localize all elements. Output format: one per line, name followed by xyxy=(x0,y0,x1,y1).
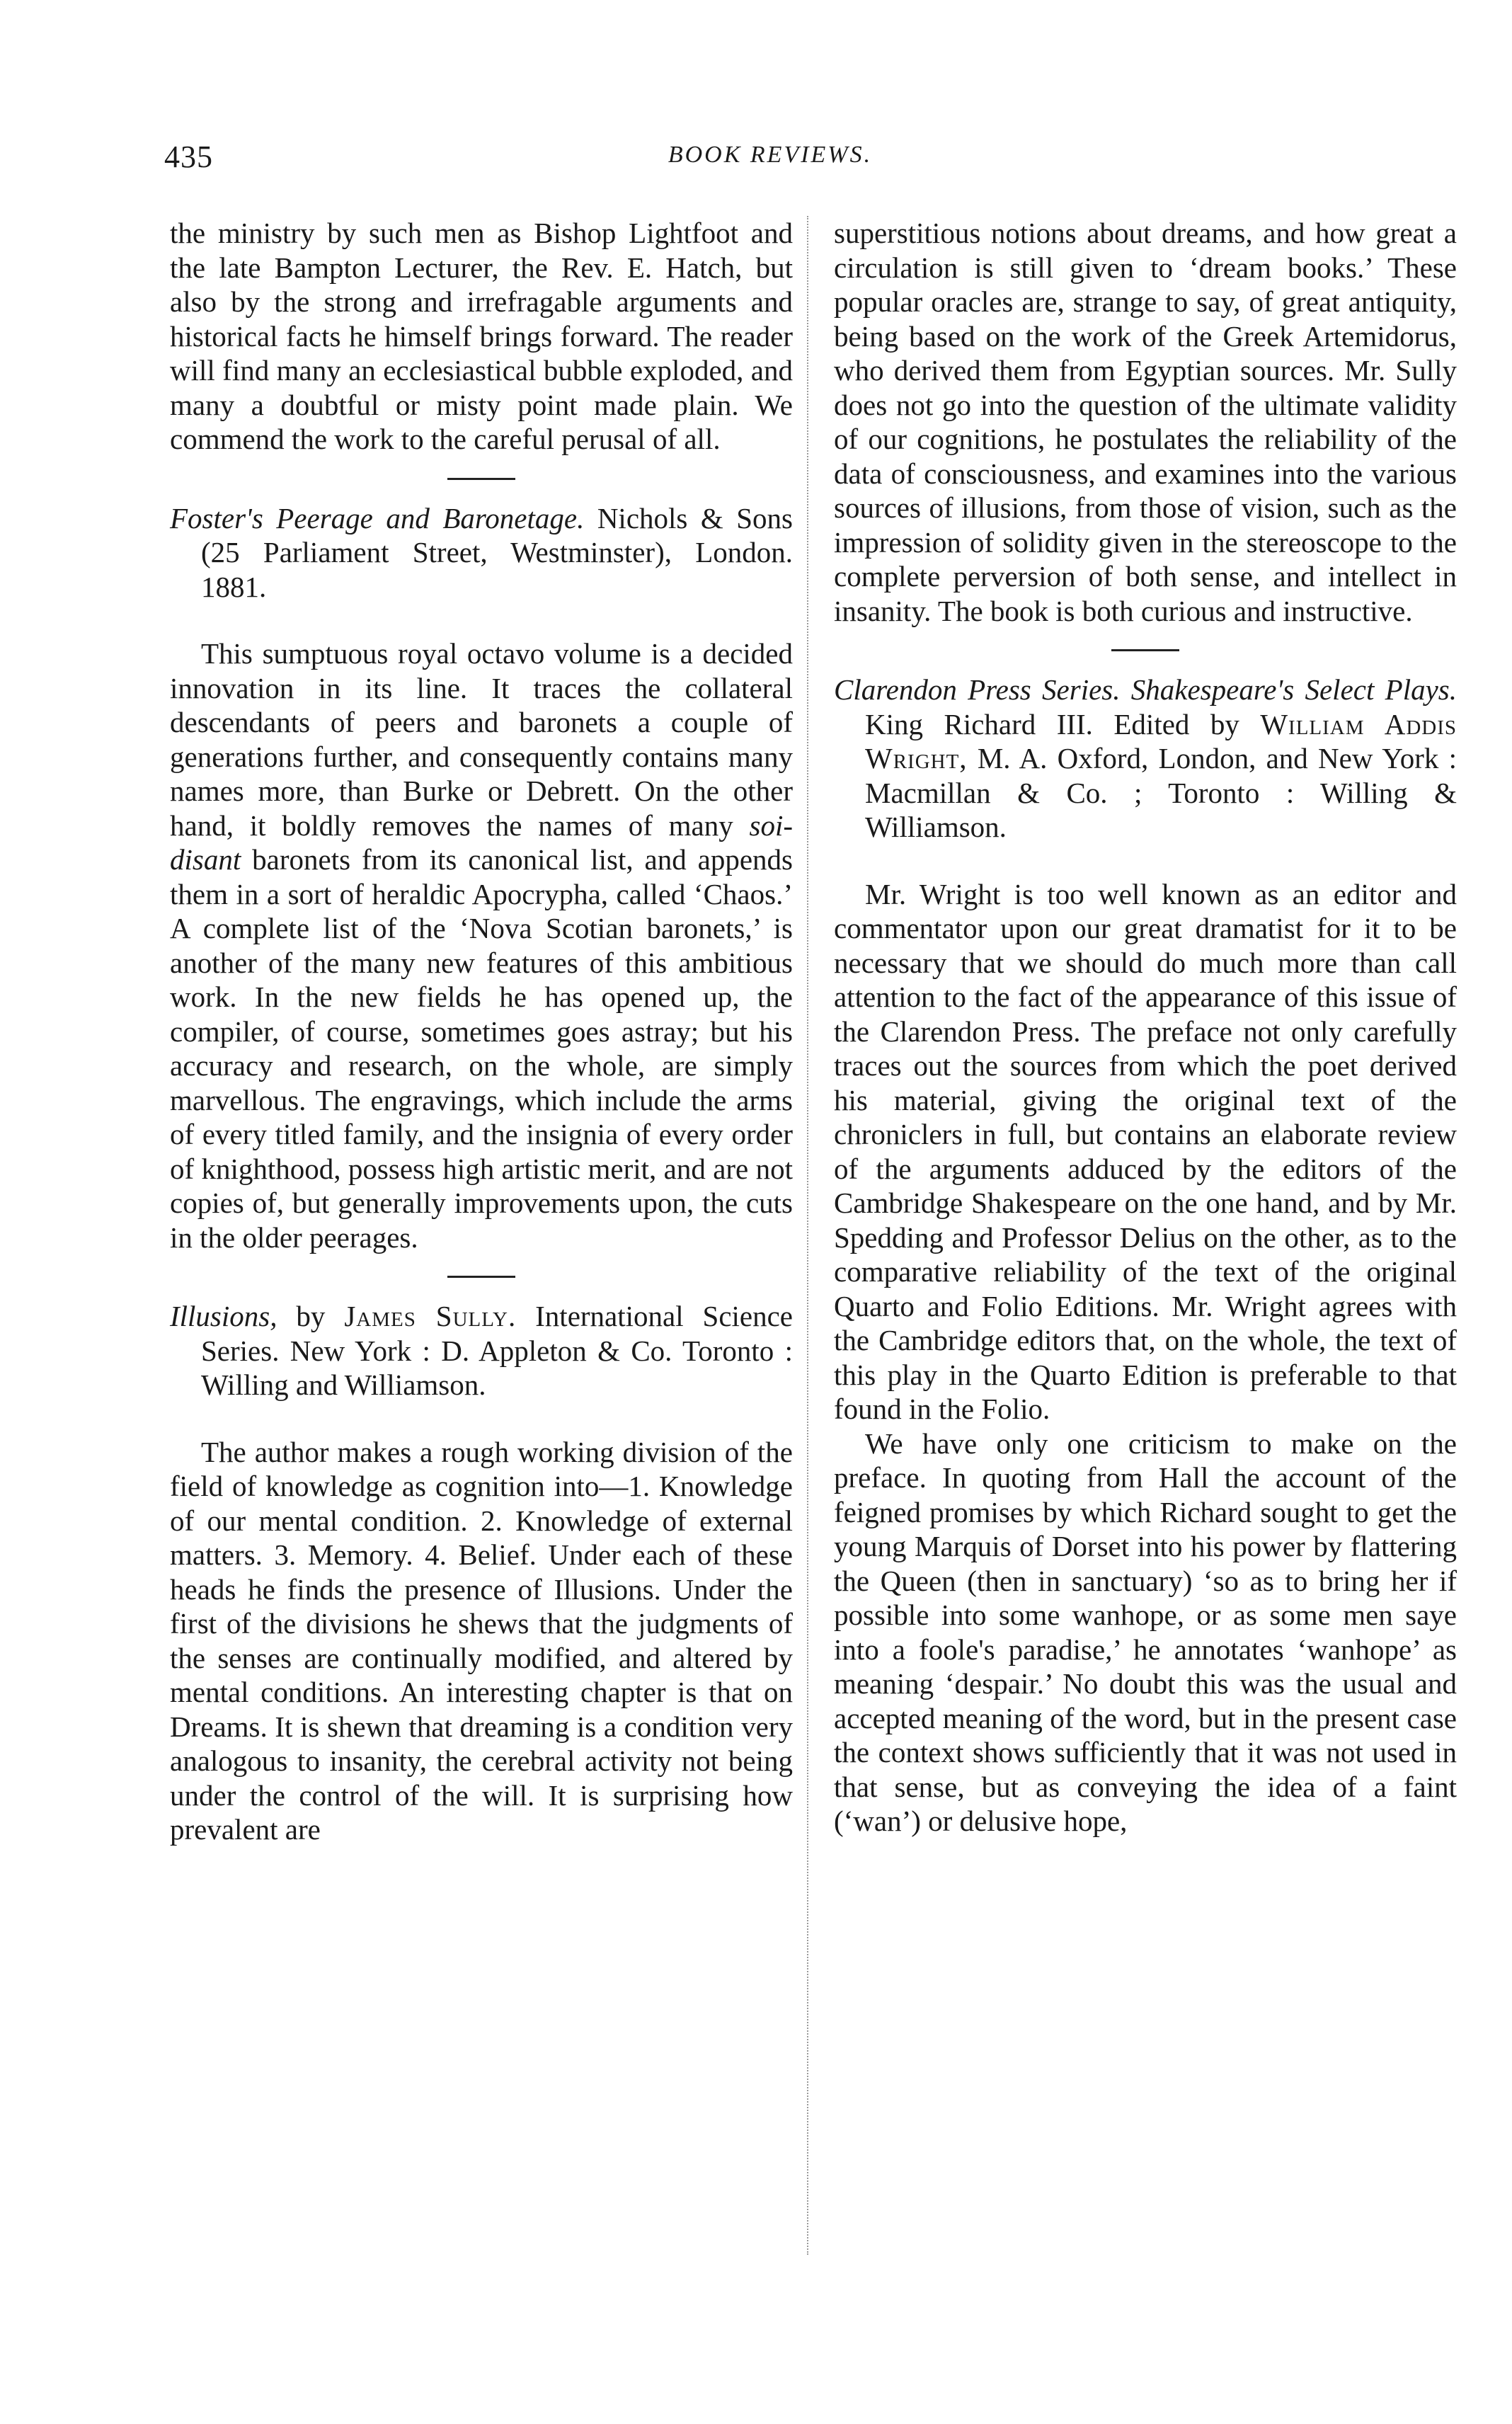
review-body-illusions: The author makes a rough working division of the field of knowledge as cognition into—1. Knowledge of our mental condition. 2. Knowledge of external matters. 3. Memory. 4. Belief. Under each of these heads he finds the presence of Illusions. Under the first of the divisions he shews that the judgments of the senses are continually modified, and altered by mental conditions. An interesting chapter is that on Dreams. It is shewn that dreaming is a condition very analogous to insanity, the cerebral activity not being under the control of the will. It is surprising how prevalent are xyxy=(170,1435,793,1846)
left-column xyxy=(170,216,793,1847)
section-rule xyxy=(447,478,515,480)
review-body-peerage-italic: soi-disant xyxy=(170,808,793,876)
column-divider xyxy=(807,216,808,2255)
review-heading-illusions xyxy=(170,1299,793,1402)
intro-paragraph: the ministry by such men as Bishop Lightfoot and the late Bampton Lecturer, the Rev. E. Hatch, but also by the strong and irrefragable arguments and historical facts he himself brings forward. The reader will find many an ecclesiastical bubble exploded, and many a doubtful or misty point made plain. We commend the work to the careful perusal of all. xyxy=(170,217,793,455)
review-author-illusions: James Sully. xyxy=(344,1300,517,1332)
illusions-continuation: superstitious notions about dreams, and how great a circulation is still given to ‘dream books.’ These popular oracles are, strange to say, of great antiquity, being based on the work of the Greek Artemidorus, who derived them from Egyptian sources. Mr. Sully does not go into the question of the ultimate validity of our cognitions, he postulates the reliability of the data of consciousness, and examines into the various sources of illusions, from those of vision, such as the impression of solidity given in the stereoscope to the complete perversion of both sense, and intellect in insanity. The book is both curious and instructive. xyxy=(834,217,1457,627)
section-rule xyxy=(447,1276,515,1278)
page-number: 435 xyxy=(164,139,213,174)
review-citation-richard-iii-1: King Richard III. Edited by xyxy=(865,707,1261,741)
review-citation-illusions: International Science Series. New York : D. Appleton & Co. Toronto : Willing and Williamson. xyxy=(201,1300,794,1401)
right-column xyxy=(834,216,1457,1839)
review-heading-peerage xyxy=(170,501,793,605)
review-body-peerage-text-2: baronets from its canonical list, and appends them in a sort of heraldic Apocrypha, called ‘Chaos.’ A complete list of the ‘Nova Scotian baronets,’ is another of the many new features of this ambitious work. In the new fields he has opened up, the compiler, of course, sometimes goes astray; but his accuracy and research, on the whole, are simply marvellous. The engravings, which include the arms of every titled family, and the insignia of every order of knighthood, possess high artistic merit, and are not copies of, but generally improvements upon, the cuts in the older peerages. xyxy=(170,843,793,1254)
section-rule xyxy=(1111,649,1179,651)
review-title-richard-iii: Clarendon Press Series. Shakespeare's Select Plays. xyxy=(834,673,1457,706)
review-body-richard-iii-1: Mr. Wright is too well known as an editor and commentator upon our great dramatist for it to be necessary that we should do much more than call attention to the fact of the appearance of this issue of the Clarendon Press. The preface not only carefully traces out the sources from which the poet derived his material, giving the original text of the chroniclers in full, but contains an elaborate review of the arguments adduced by the editors of the Cambridge Shakespeare on the one hand, and by Mr. Spedding and Professor Delius on the other, as to the comparative reliability of the text of the original Quarto and Folio Editions. Mr. Wright agrees with the Cambridge editors that, on the whole, the text of this play in the Quarto Edition is preferable to that found in the Folio. xyxy=(834,877,1457,1425)
review-body-richard-iii-2: We have only one criticism to make on the preface. In quoting from Hall the account of the feigned promises by which Richard sought to get the young Marquis of Dorset into his power by flattering the Queen (then in sanctuary) ‘so as to bring her if possible into some wanhope, or as some men saye into a foole's paradise,’ he annotates ‘wanhope’ as meaning ‘despair.’ No doubt this was the usual and accepted meaning of the word, but in the present case the context shows sufficiently that it was not used in that sense, but as conveying the idea of a faint (‘wan’) or delusive hope, xyxy=(834,1427,1457,1837)
review-citation-peerage: Nichols & Sons (25 Parliament Street, Westminster), London. 1881. xyxy=(201,501,793,603)
review-editor-richard-iii: William Addis Wright, xyxy=(865,707,1457,774)
review-by-illusions: by xyxy=(277,1300,345,1332)
review-body-peerage-text-1: This sumptuous royal octavo volume is a decided innovation in its line. It traces the collateral descendants of peers and baronets a couple of generations further, and consequently contains many names more, than Burke or Debrett. On the other hand, it boldly removes the names of many xyxy=(170,637,793,842)
review-title-illusions: Illusions, xyxy=(170,1300,277,1332)
running-head: BOOK REVIEWS. xyxy=(668,142,873,168)
review-citation-richard-iii-2: M. A. Oxford, London, and New York : Macmillan & Co. ; Toronto : Willing & Williamson. xyxy=(865,742,1457,843)
review-title-peerage: Foster's Peerage and Baronetage. xyxy=(170,501,585,534)
review-heading-richard-iii xyxy=(834,673,1457,845)
review-body-peerage xyxy=(170,636,793,1254)
